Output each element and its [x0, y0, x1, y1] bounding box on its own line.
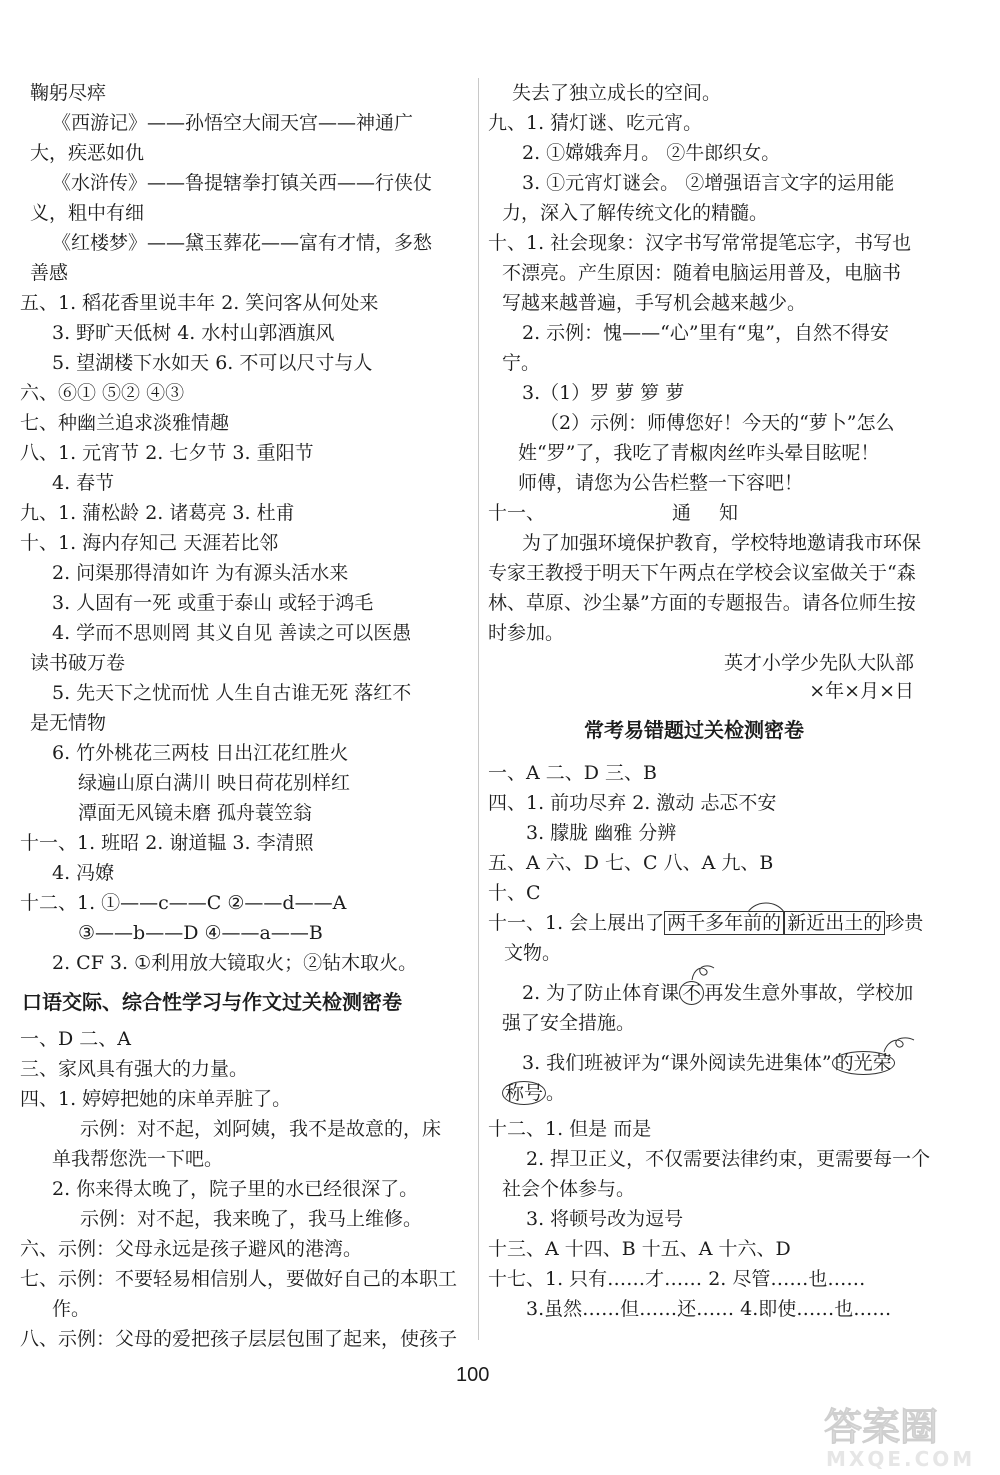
- answer-line: 4. 学而不思则罔 其义自见 善读之可以医愚: [52, 622, 412, 644]
- answer-line: 文物。: [504, 942, 562, 964]
- answer-line: 五、1. 稻花香里说丰年 2. 笑问客从何处来: [20, 292, 379, 314]
- answer-line: 示例：对不起，刘阿姨，我不是故意的，床: [80, 1118, 442, 1140]
- notice-signature: 英才小学少先队大队部: [723, 652, 914, 674]
- answer-line: 九、1. 蒲松龄 2. 诸葛亮 3. 杜甫: [20, 502, 295, 524]
- section-heading: 常考易错题过关检测密卷: [584, 718, 804, 742]
- boxed-phrase: 新近出土的: [784, 911, 885, 935]
- notice-body-line: 专家王教授于明天下午两点在学校会议室做关于“森: [488, 562, 916, 584]
- sentence-text: 。: [546, 1082, 566, 1104]
- circled-phrase: 的光荣: [832, 1051, 895, 1075]
- answer-line: 一、D 二、A: [20, 1028, 131, 1050]
- sentence-text: 3. 我们班被评为“课外阅读先进集体”: [522, 1052, 832, 1074]
- answer-line: （2）示例：师傅您好！今天的“萝卜”怎么: [540, 412, 895, 434]
- answer-line: 2. 示例：愧——“心”里有“鬼”，自然不得安: [522, 322, 890, 344]
- sentence-text: 2. 为了防止体育课: [522, 982, 680, 1004]
- answer-line: 五、A 六、D 七、C 八、A 九、B: [488, 852, 774, 874]
- answer-line: 4. 春节: [52, 472, 115, 494]
- answer-line: 读书破万卷: [30, 652, 126, 674]
- answer-line: ③——b——D ④——a——B: [78, 922, 323, 944]
- answer-line: 3. 朦胧 幽雅 分辨: [526, 822, 677, 844]
- answer-line: 潭面无风镜未磨 孤舟蓑笠翁: [78, 802, 313, 824]
- answer-line: 十二、1. ①——c——C ②——d——A: [20, 892, 347, 914]
- answer-line: 师傅，请您为公告栏整一下容吧！: [518, 472, 804, 494]
- answer-line: 2. 捍卫正义，不仅需要法律约束，更需要每一个: [526, 1148, 931, 1170]
- answer-line: 十、1. 社会现象：汉字书写常常提笔忘字，书写也: [488, 232, 912, 254]
- answer-line: 3.虽然……但……还…… 4.即使……也……: [526, 1298, 892, 1320]
- answer-line: 宁。: [502, 352, 541, 374]
- svg-text:答案圈: 答案圈: [824, 1405, 939, 1449]
- answer-line: 《西游记》——孙悟空大闹天宫——神通广: [52, 112, 414, 134]
- answer-line: 鞠躬尽瘁: [30, 82, 107, 104]
- answer-line: 三、家风具有强大的力量。: [20, 1058, 249, 1080]
- answer-line: 示例：对不起，我来晚了，我马上维修。: [80, 1208, 423, 1230]
- answer-line: 十一、1. 班昭 2. 谢道韫 3. 李清照: [20, 832, 314, 854]
- answer-line: 不漂亮。产生原因：随着电脑运用普及，电脑书: [502, 262, 902, 284]
- svg-text:MXQE.COM: MXQE.COM: [826, 1447, 976, 1471]
- answer-line: 2. 问渠那得清如许 为有源头活水来: [52, 562, 349, 584]
- answer-line: 十二、1. 但是 而是: [488, 1118, 652, 1140]
- answer-line: 强了安全措施。: [502, 1012, 636, 1034]
- answer-line: 3.（1）罗 萝 箩 萝: [522, 382, 685, 404]
- notice-date: ×年×月×日: [809, 680, 914, 702]
- answer-line: 社会个体参与。: [502, 1178, 636, 1200]
- delete-mark-icon: [880, 1034, 920, 1054]
- boxed-phrase: 两千多年前的: [664, 911, 784, 935]
- answer-line: 3. 将顿号改为逗号: [526, 1208, 684, 1230]
- notice-body-line: 林、草原、沙尘暴”方面的专题报告。请各位师生按: [488, 592, 916, 614]
- column-divider: [478, 78, 479, 1340]
- watermark-logo: [818, 1392, 988, 1472]
- page-number: 100: [456, 1364, 490, 1386]
- sentence-correction-line: [522, 980, 913, 1006]
- answer-line: 《红楼梦》——黛玉葬花——富有才情，多愁: [52, 232, 433, 254]
- notice-body-line: 时参加。: [488, 622, 565, 644]
- answer-line: 四、1. 前功尽弃 2. 激动 忐忑不安: [488, 792, 777, 814]
- sentence-correction-line: [488, 910, 923, 936]
- answer-line: 写越来越普遍，手写机会越来越少。: [502, 292, 807, 314]
- answer-line: 5. 望湖楼下水如天 6. 不可以尺寸与人: [52, 352, 373, 374]
- sentence-text: 十一、1. 会上展出了: [488, 912, 665, 934]
- answer-line: 六、示例：父母永远是孩子避风的港湾。: [20, 1238, 363, 1260]
- answer-line: 作。: [52, 1298, 91, 1320]
- answer-line: 十、C: [488, 882, 541, 904]
- answer-line: 单我帮您洗一下吧。: [52, 1148, 224, 1170]
- sentence-text: 珍贵: [885, 912, 924, 934]
- circled-phrase: 称号: [502, 1081, 546, 1105]
- sentence-text: 再发生意外事故，学校加: [704, 982, 914, 1004]
- answer-line: 3. ①元宵灯谜会。 ②增强语言文字的运用能: [522, 172, 895, 194]
- answer-line: 十三、A 十四、B 十五、A 十六、D: [488, 1238, 791, 1260]
- answer-line: 6. 竹外桃花三两枝 日出江花红胜火: [52, 742, 349, 764]
- answer-line: 善感: [30, 262, 69, 284]
- answer-line: 八、示例：父母的爱把孩子层层包围了起来，使孩子: [20, 1328, 458, 1350]
- answer-line: 七、种幽兰追求淡雅情趣: [20, 412, 230, 434]
- answer-line: 大，疾恶如仇: [30, 142, 145, 164]
- answer-line: 一、A 二、D 三、B: [488, 762, 657, 784]
- answer-line: 《水浒传》——鲁提辖拳打镇关西——行侠仗: [52, 172, 433, 194]
- answer-line: 姓“罗”了，我吃了青椒肉丝咋头晕目眩呢！: [518, 442, 880, 464]
- transpose-mark-icon: [746, 900, 786, 914]
- answer-line: 力，深入了解传统文化的精髓。: [502, 202, 769, 224]
- answer-line: 2. 你来得太晚了，院子里的水已经很深了。: [52, 1178, 419, 1200]
- answer-line: 八、1. 元宵节 2. 七夕节 3. 重阳节: [20, 442, 314, 464]
- notice-title: 通知: [672, 502, 767, 524]
- section-heading: 口语交际、综合性学习与作文过关检测密卷: [22, 990, 402, 1014]
- answer-line: 2. CF 3. ①利用放大镜取火；②钻木取火。: [52, 952, 418, 974]
- answer-line: 七、示例：不要轻易相信别人，要做好自己的本职工: [20, 1268, 458, 1290]
- answer-line: 九、1. 猜灯谜、吃元宵。: [488, 112, 703, 134]
- answer-line: 十、1. 海内存知己 天涯若比邻: [20, 532, 279, 554]
- answer-line: 六、⑥① ⑤② ④③: [20, 382, 185, 404]
- answer-line: 5. 先天下之忧而忧 人生自古谁无死 落红不: [52, 682, 412, 704]
- answer-line: 3. 野旷天低树 4. 水村山郭酒旗风: [52, 322, 335, 344]
- answer-line: 四、1. 婷婷把她的床单弄脏了。: [20, 1088, 292, 1110]
- answer-line: 义，粗中有细: [30, 202, 145, 224]
- notice-label: 十一、: [488, 502, 546, 524]
- sentence-correction-line: [522, 1050, 895, 1076]
- answer-line: 是无情物: [30, 712, 107, 734]
- answer-line: 4. 冯嫽: [52, 862, 115, 884]
- answer-line: 2. ①嫦娥奔月。 ②牛郎织女。: [522, 142, 781, 164]
- answer-line: 3. 人固有一死 或重于泰山 或轻于鸿毛: [52, 592, 374, 614]
- notice-body-line: 为了加强环境保护教育，学校特地邀请我市环保: [522, 532, 922, 554]
- sentence-correction-line: [502, 1080, 565, 1106]
- circled-word: 不: [679, 981, 704, 1005]
- delete-mark-icon: [688, 962, 718, 982]
- answer-line: 十七、1. 只有……才…… 2. 尽管……也……: [488, 1268, 866, 1290]
- answer-line: 绿遍山原白满川 映日荷花别样红: [78, 772, 351, 794]
- answer-line: 失去了独立成长的空间。: [512, 82, 722, 104]
